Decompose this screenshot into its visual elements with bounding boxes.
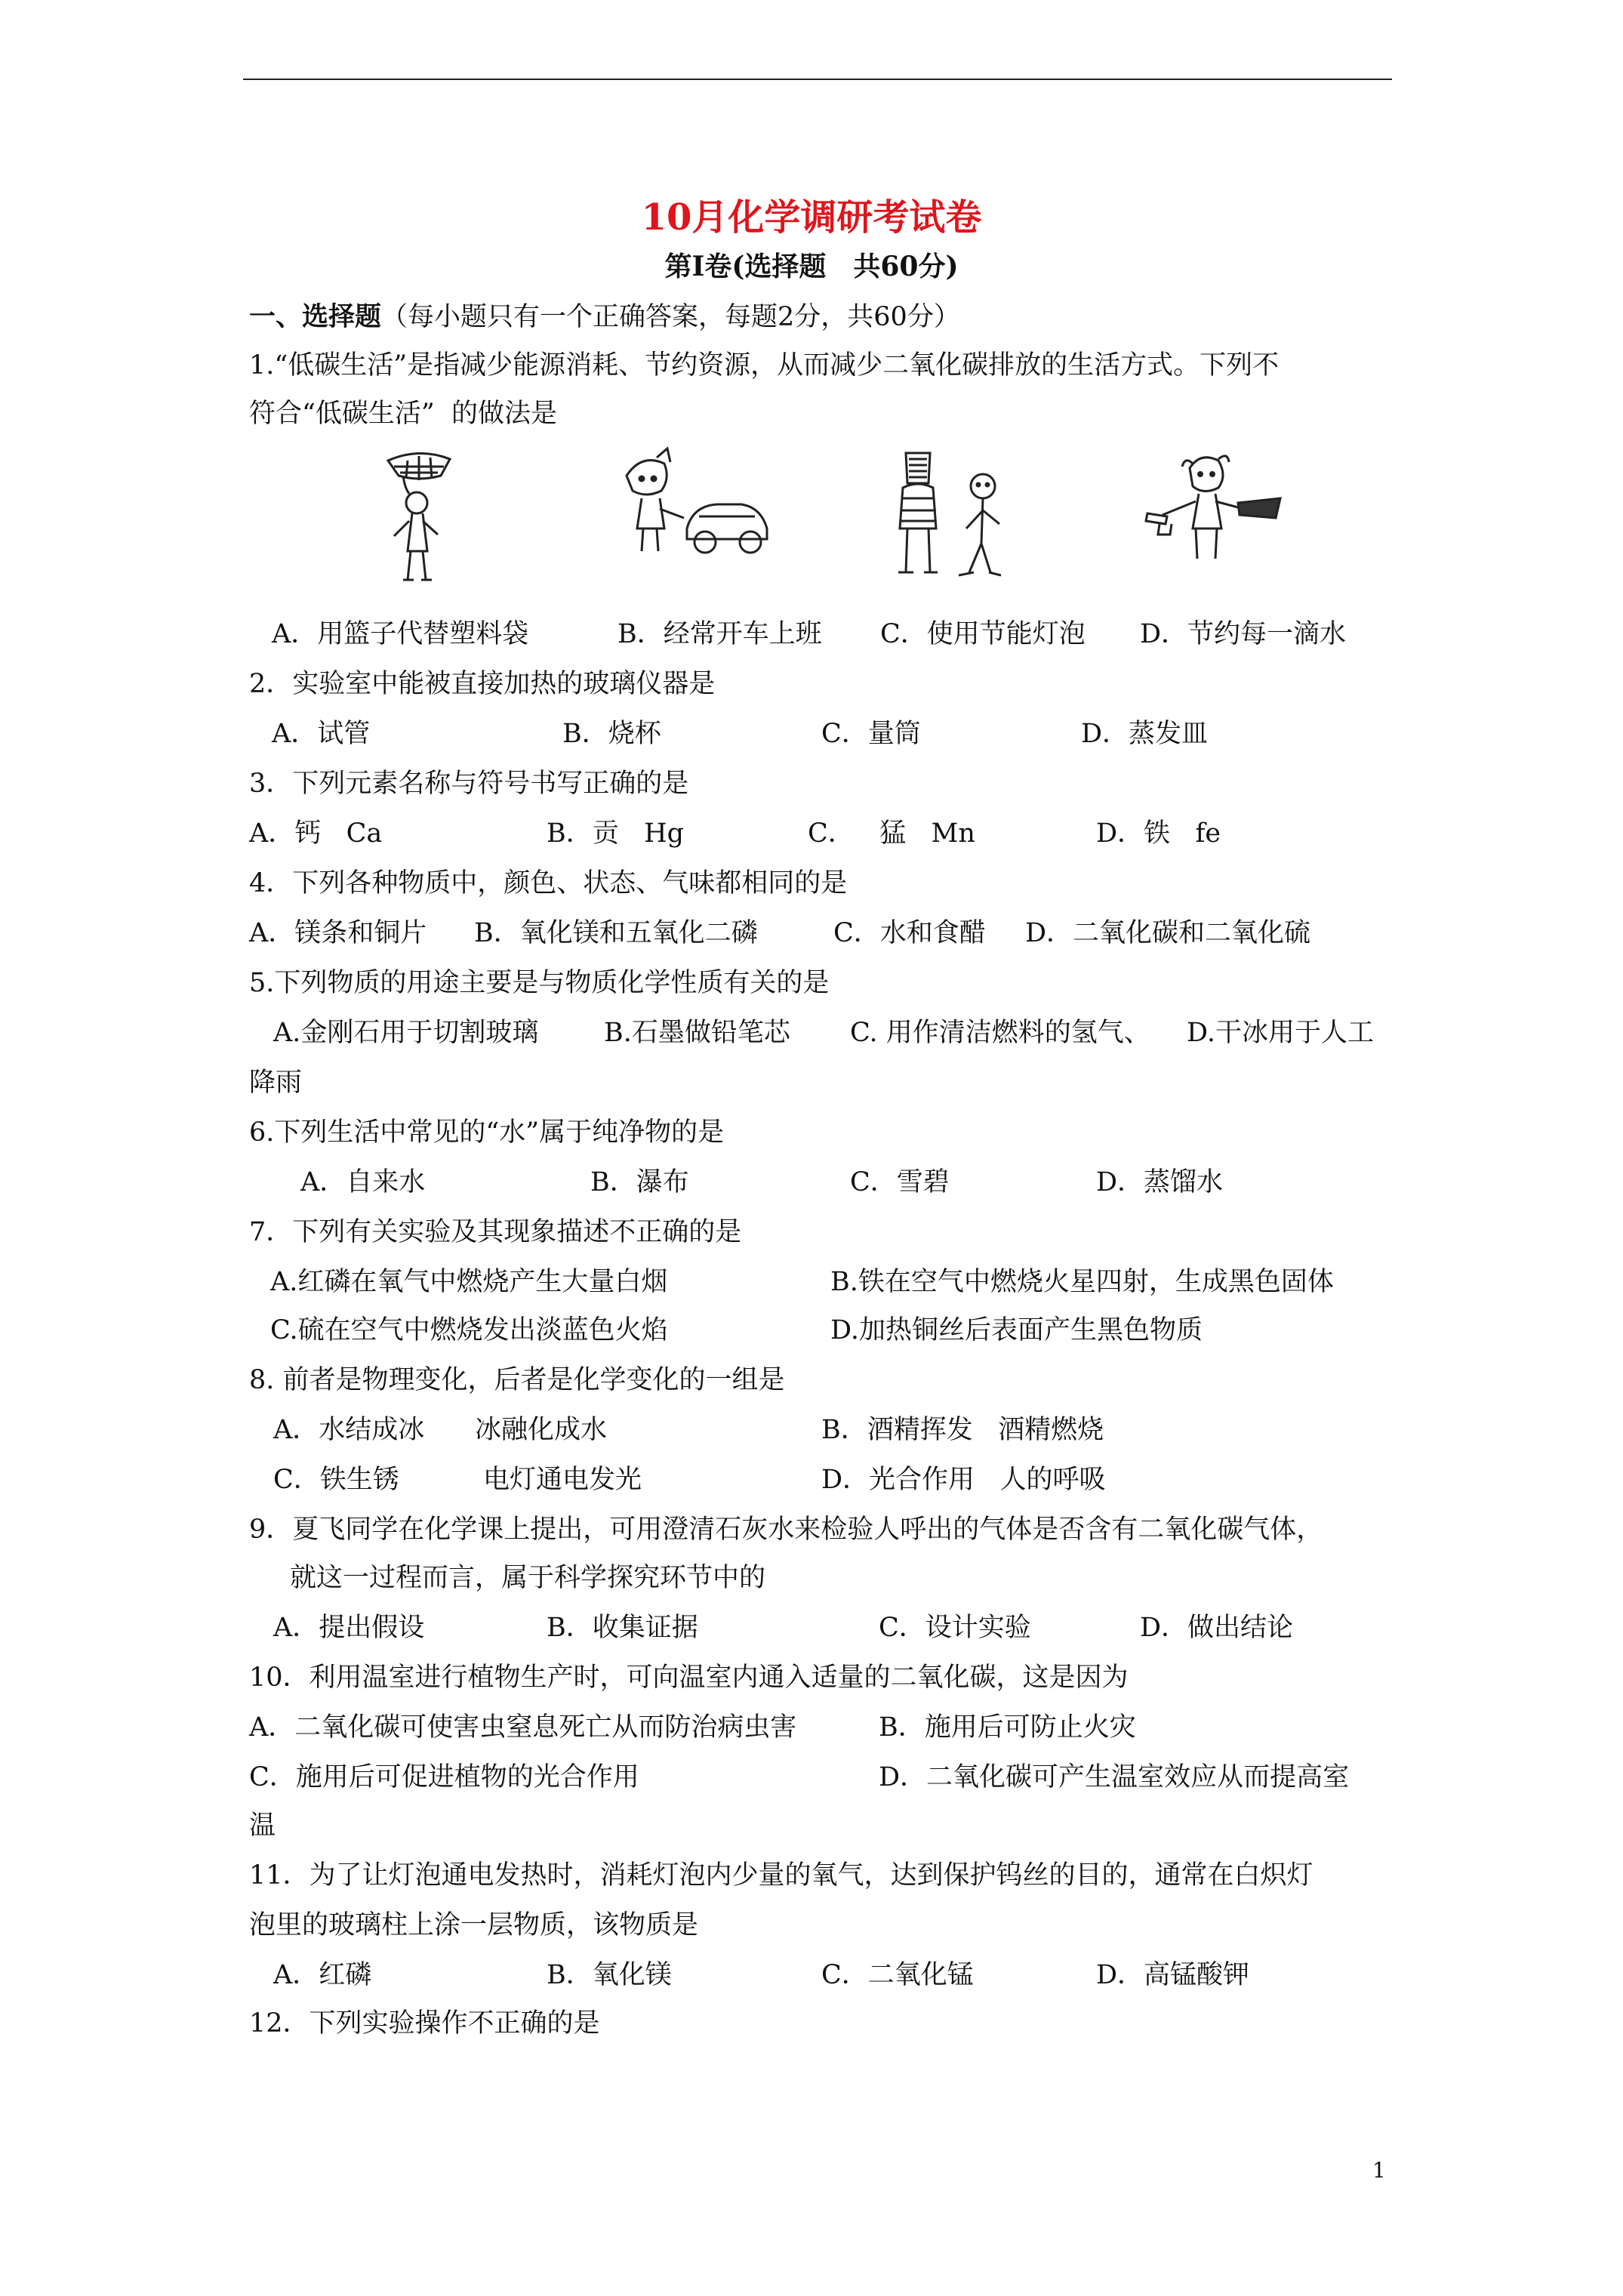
q3-option-b: B．贡 Hg <box>547 818 685 849</box>
q6-option-c: C．雪碧 <box>850 1167 950 1197</box>
q1-option-c: C．使用节能灯泡 <box>880 619 1086 649</box>
q5-stem: 5.下列物质的用途主要是与物质化学性质有关的是 <box>249 968 830 998</box>
q1-option-a: A．用篮子代替塑料袋 <box>272 619 529 649</box>
q3-option-c: C． 猛 Mn <box>808 818 975 849</box>
q6-option-a: A．自来水 <box>300 1167 426 1197</box>
q4-option-b: B．氧化镁和五氧化二磷 <box>474 918 758 948</box>
q10-continuation: 温 <box>249 1811 276 1841</box>
q8-option-d: D．光合作用 人的呼吸 <box>821 1465 1106 1495</box>
q11-stem-line1: 11．为了让灯泡通电发热时，消耗灯泡内少量的氧气，达到保护钨丝的目的，通常在白炽灯 <box>249 1860 1313 1891</box>
q2-option-c: C．量筒 <box>821 719 921 749</box>
header-rule <box>243 79 1392 80</box>
q11-stem-line2: 泡里的玻璃柱上涂一层物质，该物质是 <box>249 1910 699 1940</box>
q6-option-b: B．瀑布 <box>590 1167 689 1197</box>
q4-option-c: C．水和食醋 <box>833 918 986 948</box>
q4-option-a: A．镁条和铜片 <box>249 918 427 948</box>
q11-option-d: D．高锰酸钾 <box>1096 1960 1250 1990</box>
q2-stem: 2．实验室中能被直接加热的玻璃仪器是 <box>249 669 716 699</box>
q10-option-a: A．二氧化碳可使害虫窒息死亡从而防治病虫害 <box>249 1712 797 1743</box>
q3-stem: 3．下列元素名称与符号书写正确的是 <box>249 769 689 799</box>
car-driver-icon <box>611 445 778 566</box>
page-subtitle: 第Ⅰ卷(选择题 共60分) <box>664 251 959 282</box>
section-note: （每小题只有一个正确答案，每题2分，共60分） <box>381 302 960 332</box>
q8-option-c: C．铁生锈 电灯通电发光 <box>273 1465 642 1495</box>
q9-stem-line1: 9．夏飞同学在化学课上提出，可用澄清石灰水来检验人呼出的气体是否含有二氧化碳气体， <box>249 1515 1323 1545</box>
q9-option-d: D．做出结论 <box>1140 1613 1294 1643</box>
q7-option-d: D.加热铜丝后表面产生黑色物质 <box>830 1315 1203 1345</box>
q4-stem: 4．下列各种物质中，颜色、状态、气味都相同的是 <box>249 868 848 898</box>
q6-stem: 6.下列生活中常见的“水”属于纯净物的是 <box>249 1117 725 1148</box>
q10-stem: 10．利用温室进行植物生产时，可向温室内通入适量的二氧化碳，这是因为 <box>249 1663 1129 1693</box>
q11-option-c: C．二氧化锰 <box>821 1960 974 1990</box>
q8-option-b: B．酒精挥发 酒精燃烧 <box>821 1415 1104 1445</box>
q2-option-d: D．蒸发皿 <box>1081 719 1209 749</box>
q1-illustrations <box>249 445 1381 589</box>
basket-person-icon <box>377 445 460 589</box>
q2-option-a: A．试管 <box>272 719 371 749</box>
q9-stem-line2: 就这一过程而言，属于科学探究环节中的 <box>290 1563 766 1593</box>
q9-option-b: B．收集证据 <box>547 1613 698 1643</box>
q4-option-d: D．二氧化碳和二氧化硫 <box>1025 918 1311 948</box>
water-saving-icon <box>1140 445 1291 574</box>
q11-option-a: A．红磷 <box>273 1960 372 1990</box>
q10-option-b: B．施用后可防止火灾 <box>879 1712 1136 1743</box>
q6-option-d: D．蒸馏水 <box>1096 1167 1224 1197</box>
section-label: 一、选择题 <box>249 301 382 332</box>
page-title: 10月化学调研考试卷 <box>641 196 982 239</box>
q7-option-a: A.红磷在氧气中燃烧产生大量白烟 <box>270 1267 668 1297</box>
q5-option-d: D.干冰用于人工 <box>1187 1018 1374 1048</box>
q5-continuation: 降雨 <box>249 1068 303 1098</box>
q1-option-b: B．经常开车上班 <box>617 619 822 649</box>
bulb-people-icon <box>876 445 1027 589</box>
q1-option-d: D．节约每一滴水 <box>1140 619 1347 649</box>
q7-option-c: C.硫在空气中燃烧发出淡蓝色火焰 <box>270 1315 668 1345</box>
q7-stem: 7．下列有关实验及其现象描述不正确的是 <box>249 1217 742 1247</box>
q5-option-a: A.金刚石用于切割玻璃 <box>273 1018 539 1048</box>
q1-stem-line2: 符合“低碳生活” 的做法是 <box>249 399 558 429</box>
q11-option-b: B．氧化镁 <box>547 1960 672 1990</box>
q3-option-d: D．铁 fe <box>1096 818 1221 849</box>
q10-option-d: D．二氧化碳可产生温室效应从而提高室 <box>879 1762 1350 1792</box>
q10-option-c: C．施用后可促进植物的光合作用 <box>249 1762 639 1792</box>
q5-option-b: B.石墨做铅笔芯 <box>604 1018 790 1048</box>
q3-option-a: A．钙 Ca <box>249 818 383 849</box>
q5-option-c: C. 用作清洁燃料的氢气、 <box>850 1018 1150 1048</box>
page-number: 1 <box>1372 2158 1386 2183</box>
q1-stem-line1: 1.“低碳生活”是指减少能源消耗、节约资源，从而减少二氧化碳排放的生活方式。下列不 <box>249 350 1280 381</box>
q7-option-b: B.铁在空气中燃烧火星四射，生成黑色固体 <box>830 1267 1334 1297</box>
q8-stem: 8. 前者是物理变化，后者是化学变化的一组是 <box>249 1365 785 1395</box>
q12-stem: 12．下列实验操作不正确的是 <box>249 2008 600 2039</box>
q9-option-a: A．提出假设 <box>273 1613 425 1643</box>
q2-option-b: B．烧杯 <box>562 719 661 749</box>
section-heading <box>249 300 960 334</box>
q9-option-c: C．设计实验 <box>879 1613 1031 1643</box>
q8-option-a: A．水结成冰 冰融化成水 <box>273 1415 608 1445</box>
